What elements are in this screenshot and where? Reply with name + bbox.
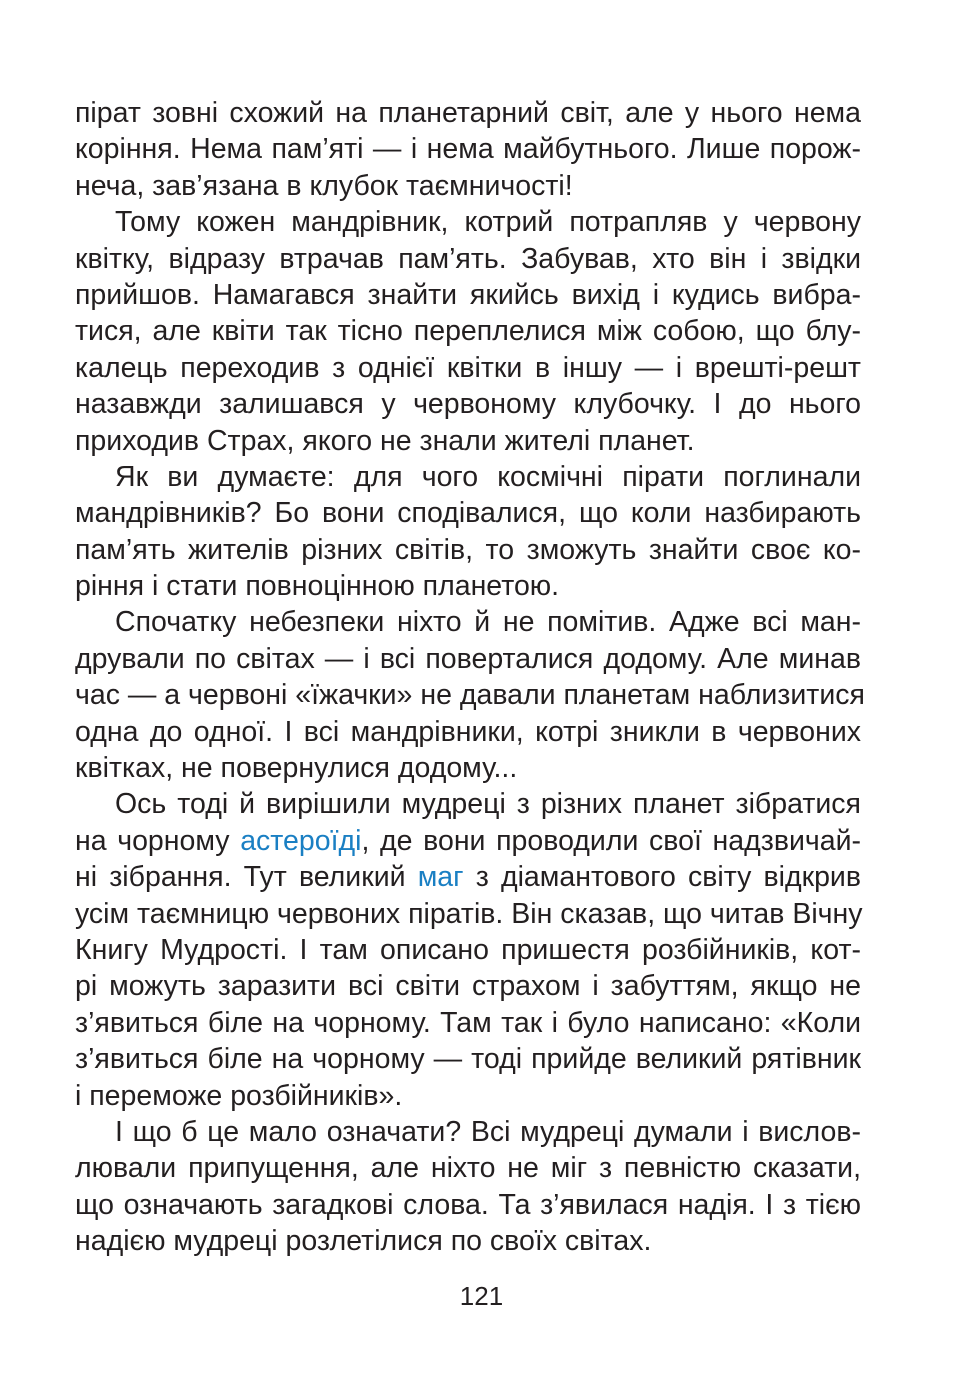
text-line: квітках, не повернулися додому... — [75, 752, 518, 785]
text-line — [75, 823, 861, 859]
text-line: пірат зовні схожий на планетарний світ, але у нього нема — [75, 97, 861, 129]
text-line: з’явиться біле на чорному. Там так і було написано: «Коли — [75, 1006, 861, 1039]
text-segment: , де вони проводили свої надзвичай- — [361, 824, 861, 857]
text-line: Спочатку небезпеки ніхто й не помітив. Адже всі ман- — [115, 606, 861, 639]
text-line: рі можуть заразити всі світи страхом і забуттям, якщо не — [75, 970, 861, 1003]
text-line: мандрівників? Бо вони сподівалися, що коли назбирають — [75, 497, 861, 530]
text-line — [75, 859, 861, 895]
text-line: одна до одної. І всі мандрівники, котрі зникли в червоних — [75, 715, 861, 748]
paragraph-5 — [75, 786, 861, 1114]
text-line: прийшов. Намагався знайти якийсь вихід і кудись вибра- — [75, 278, 861, 311]
text-line: час — а червоні «їжачки» не давали планетам наблизитися — [75, 679, 865, 712]
page-body — [75, 95, 865, 1260]
text-line: тися, але квіти так тісно переплелися між собою, що блу- — [75, 315, 861, 348]
page-number: 121 — [459, 1281, 504, 1311]
text-line: лювали припущення, але ніхто не міг з певністю сказати, — [75, 1152, 861, 1185]
text-line: приходив Страх, якого не знали жителі планет. — [75, 424, 695, 457]
text-line: І що б це мало означати? Всі мудреці думали і вислов- — [115, 1115, 861, 1148]
paragraph-4 — [75, 604, 865, 786]
text-segment: на чорному — [75, 824, 241, 857]
text-line: пам’ять жителів різних світів, то зможуть знайти своє ко- — [75, 533, 861, 566]
paragraph-1 — [75, 95, 861, 204]
text-line: Як ви думаєте: для чого космічні пірати поглинали — [115, 460, 861, 493]
text-line: коріння. Нема пам’яті — і нема майбутнього. Лише порож- — [75, 133, 861, 166]
glossary-link-asteroid[interactable]: астероїді — [240, 824, 362, 857]
text-line: Книгу Мудрості. І там описано пришестя розбійників, кот- — [75, 933, 861, 966]
text-line: квітку, відразу втрачав пам’ять. Забував, хто він і звідки — [75, 242, 861, 275]
text-line: Тому кожен мандрівник, котрий потрапляв у червону — [115, 206, 861, 239]
paragraph-2 — [75, 204, 861, 459]
text-line: і переможе розбійників». — [75, 1079, 403, 1112]
text-line: усім таємницю червоних піратів. Він сказав, що читав Вічну — [75, 897, 863, 930]
text-segment: ні зібрання. Тут великий — [75, 861, 418, 894]
text-line: назавжди залишався у червоному клубочку. І до нього — [75, 388, 861, 421]
text-line: надією мудреці розлетілися по своїх світах. — [75, 1225, 652, 1258]
text-line: що означають загадкові слова. Та з’явилася надія. І з тією — [75, 1188, 861, 1221]
paragraph-3 — [75, 459, 861, 605]
text-line: дрували по світах — і всі поверталися додому. Але минав — [75, 642, 861, 675]
text-line: неча, зав’язана в клубок таємничості! — [75, 169, 573, 202]
text-line: з’явиться біле на чорному — тоді прийде великий рятівник — [75, 1043, 861, 1076]
glossary-link-mag[interactable]: маг — [417, 861, 464, 894]
text-line: Ось тоді й вирішили мудреці з різних планет зібратися — [115, 788, 861, 821]
text-line: ріння і стати повноцінною планетою. — [75, 570, 560, 603]
text-segment: з діамантового світу відкрив — [463, 861, 861, 894]
text-line: калець переходив з однієї квітки в іншу — і врешті-решт — [75, 351, 861, 384]
paragraph-6 — [75, 1114, 861, 1260]
